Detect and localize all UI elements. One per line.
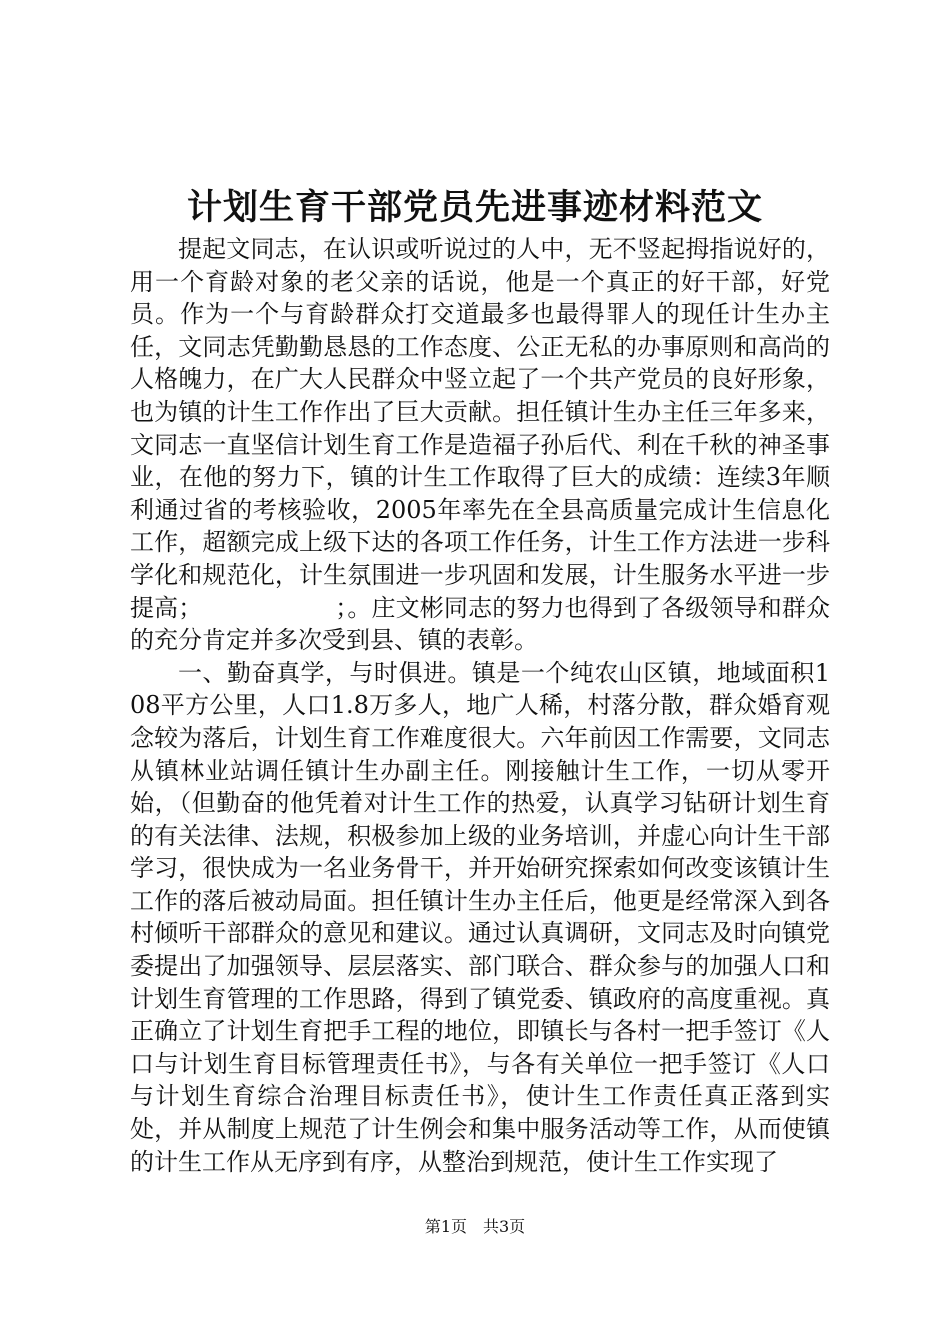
page-number-footer: 第1页 共3页: [424, 1217, 526, 1236]
paragraph-section-1: 一、勤奋真学，与时俱进。镇是一个纯农山区镇，地域面积108平方公里，人口1.8万多人，地广人稀，村落分散，群众婚育观念较为落后，计划生育工作难度很大。六年前因工作需要，文同志从镇林业站调任镇计生办副主任。刚接触计生工作，一切从零开始，（但勤奋的他凭着对计生工作的热爱，认真学习钻研计划生育的有关法律、法规，积极参加上级的业务培训，并虚心向计生干部学习，很快成为一名业务骨干，并开始研究探索如何改变该镇计生工作的落后被动局面。担任镇计生办主任后，他更是经常深入到各村倾听干部群众的意见和建议。通过认真调研，文同志及时向镇党委提出了加强领导、层层落实、部门联合、群众参与的加强人口和计划生育管理的工作思路，得到了镇党委、镇政府的高度重视。真正确立了计划生育把手工程的地位，即镇长与各村一把手签订《人口与计划生育目标管理责任书》，与各有关单位一把手签订《人口与计划生育综合治理目标责任书》，使计生工作责任真正落到实处，并从制度上规范了计生例会和集中服务活动等工作，从而使镇的计生工作从无序到有序，从整治到规范，使计生工作实现了: [130, 658, 830, 1176]
paragraph-intro: 提起文同志，在认识或听说过的人中，无不竖起拇指说好的，用一个育龄对象的老父亲的话说，他是一个真正的好干部，好党员。作为一个与育龄群众打交道最多也最得罪人的现任计生办主任，文同志凭勤勤恳恳的工作态度、公正无私的办事原则和高尚的人格魄力，在广大人民群众中竖立起了一个共产党员的良好形象，也为镇的计生工作作出了巨大贡献。担任镇计生办主任三年多来，文同志一直坚信计划生育工作是造福子孙后代、利在千秋的神圣事业，在他的努力下，镇的计生工作取得了巨大的成绩：连续3年顺利通过省的考核验收，2005年率先在全县高质量完成计生信息化工作，超额完成上级下达的各项工作任务，计生工作方法进一步科学化和规范化，计生氛围进一步巩固和发展，计生服务水平进一步提高； ；。庄文彬同志的努力也得到了各级领导和群众的充分肯定并多次受到县、镇的表彰。: [130, 235, 830, 655]
document-body: [130, 233, 830, 1178]
document-title: 计划生育干部党员先进事迹材料范文: [186, 187, 763, 228]
